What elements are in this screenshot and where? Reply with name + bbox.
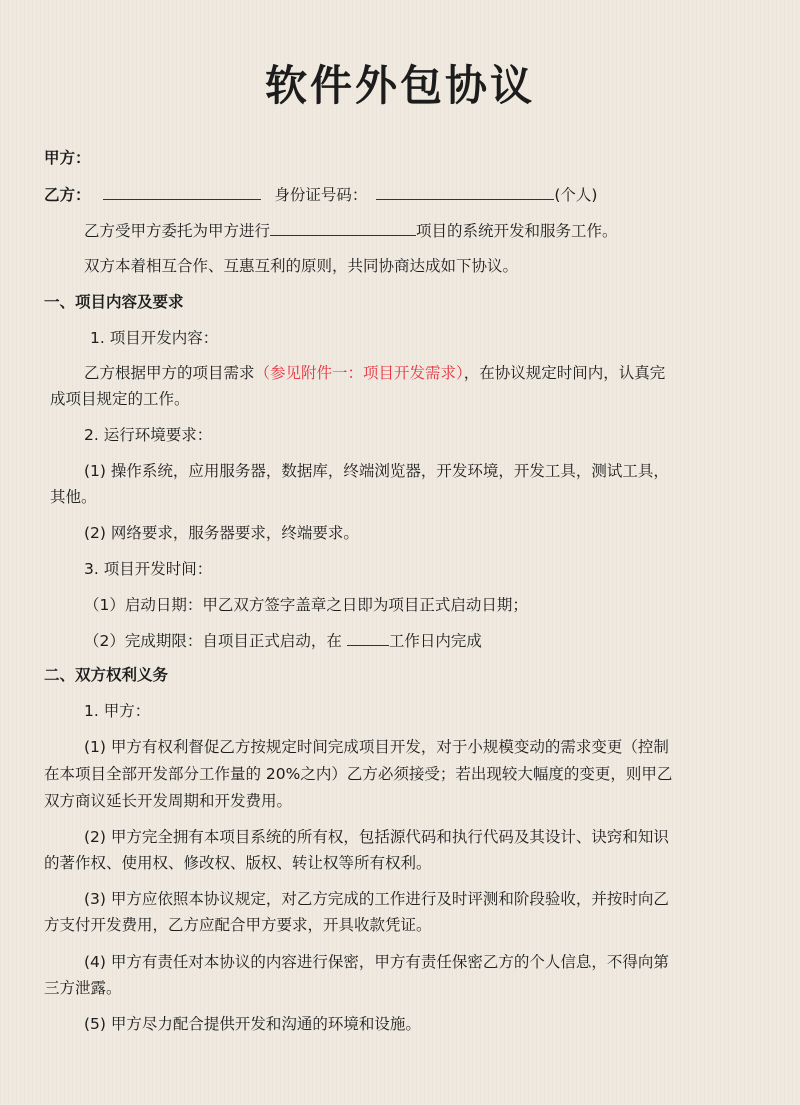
party-b-line — [44, 184, 597, 205]
duty-1-line-3: 双方商议延长开发周期和开发费用。 — [44, 792, 293, 810]
item-2-para-1-line-2: 其他。 — [50, 488, 97, 506]
intro-line-1-suffix: 项目的系统开发和服务工作。 — [416, 222, 618, 240]
item-3-title: 3. 项目开发时间： — [84, 560, 213, 578]
party-b-name-blank — [103, 184, 261, 200]
item-1-text-line-1 — [84, 363, 665, 383]
duty-1-line-2: 在本项目全部开发部分工作量的 20%之内）乙方必须接受；若出现较大幅度的变更，则甲乙 — [44, 765, 673, 783]
duty-1-line-1: (1) 甲方有权利督促乙方按规定时间完成项目开发，对于小规模变动的需求变更（控制 — [84, 738, 669, 756]
id-number-label: 身份证号码： — [274, 186, 368, 204]
duty-3-line-1: (3) 甲方应依照本协议规定，对乙方完成的工作进行及时评测和阶段验收，并按时向乙 — [84, 890, 669, 908]
document-title: 软件外包协议 — [264, 61, 535, 110]
duty-2-line-1: (2) 甲方完全拥有本项目系统的所有权，包括源代码和执行代码及其设计、诀窍和知识 — [84, 828, 669, 846]
duty-4-line-1: (4) 甲方有责任对本协议的内容进行保密，甲方有责任保密乙方的个人信息，不得向第 — [84, 953, 669, 971]
id-number-blank — [376, 184, 554, 200]
item-2-para-2: (2) 网络要求，服务器要求，终端要求。 — [84, 524, 359, 542]
attachment-reference: （参见附件一：项目开发需求） — [254, 364, 464, 382]
section-2-heading: 二、双方权利义务 — [44, 666, 169, 684]
item-1-title: 1. 项目开发内容： — [90, 329, 219, 347]
section-1-heading: 一、项目内容及要求 — [44, 293, 184, 311]
party-b-label: 乙方： — [44, 186, 91, 204]
item-1-text-suffix: ，在协议规定时间内，认真完 — [463, 364, 666, 382]
item-3-para-2-prefix: （2）完成期限：自项目正式启动，在 — [84, 632, 342, 650]
duty-2-line-2: 的著作权、使用权、修改权、版权、转让权等所有权利。 — [44, 854, 432, 872]
party-a-duties-title: 1. 甲方： — [84, 702, 151, 720]
intro-line-1 — [84, 220, 618, 241]
duty-3-line-2: 方支付开发费用，乙方应配合甲方要求，开具收款凭证。 — [44, 916, 432, 934]
duty-5-line-1: (5) 甲方尽力配合提供开发和沟通的环境和设施。 — [84, 1015, 421, 1033]
item-3-para-2-suffix: 工作日内完成 — [388, 632, 482, 650]
person-suffix: (个人) — [554, 186, 598, 204]
intro-line-1-prefix: 乙方受甲方委托为甲方进行 — [84, 222, 271, 240]
party-a-label: 甲方： — [44, 149, 91, 167]
intro-line-2: 双方本着相互合作、互惠互利的原则，共同协商达成如下协议。 — [84, 257, 519, 275]
project-name-blank — [270, 220, 416, 236]
item-3-para-2 — [84, 630, 482, 651]
workdays-blank — [347, 630, 389, 646]
item-1-text-prefix: 乙方根据甲方的项目需求 — [84, 364, 255, 382]
duty-4-line-2: 三方泄露。 — [44, 979, 122, 997]
item-2-title: 2. 运行环境要求： — [84, 426, 213, 444]
item-2-para-1-line-1: (1) 操作系统，应用服务器，数据库，终端浏览器，开发环境，开发工具，测试工具， — [84, 462, 669, 480]
item-1-text-line-2: 成项目规定的工作。 — [50, 390, 190, 408]
item-3-para-1: （1）启动日期：甲乙双方签字盖章之日即为项目正式启动日期； — [84, 596, 528, 614]
